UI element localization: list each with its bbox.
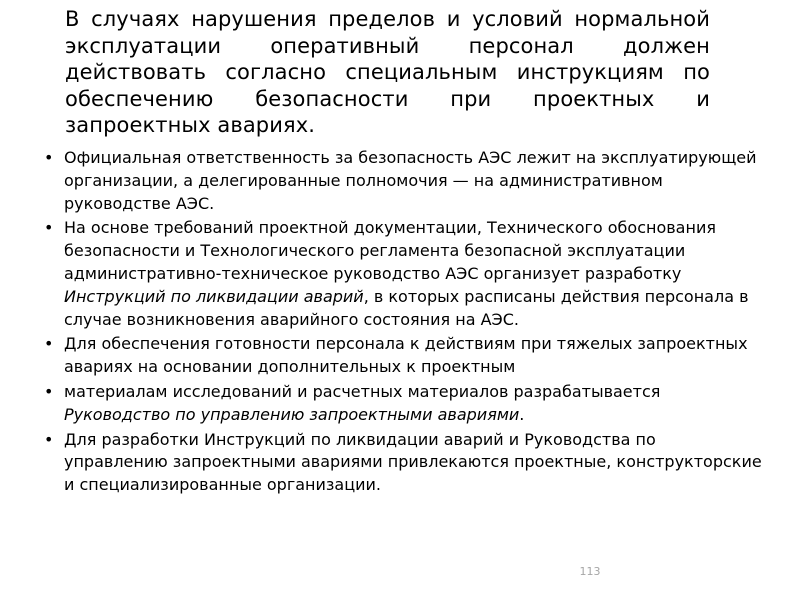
list-item xyxy=(44,147,764,215)
list-item xyxy=(44,217,764,331)
bullet-text: материалам исследований и расчетных материалов разрабатывается xyxy=(64,381,661,401)
list-item xyxy=(44,381,764,427)
bullet-italic-text: Инструкций по ликвидации аварий xyxy=(64,286,364,306)
bullet-icon: • xyxy=(44,334,54,354)
list-item xyxy=(44,333,764,379)
bullet-icon: • xyxy=(44,381,54,401)
bullet-icon: • xyxy=(44,429,54,449)
page-number: 113 xyxy=(579,565,601,578)
bullet-text: Для обеспечения готовности персонала к действиям при тяжелых запроектных авариях на основании дополнительных к проектным xyxy=(64,334,748,377)
bullet-icon: • xyxy=(44,148,54,167)
bullet-text: . xyxy=(519,404,525,424)
intro-paragraph: В случаях нарушения пределов и условий нормальной эксплуатации оперативный персонал должен действовать согласно специальным инструкциям по обеспечению безопасности при проектных и запроектных авариях. xyxy=(65,7,710,137)
bullet-icon: • xyxy=(44,218,54,238)
bullet-text: , в которых расписаны действия персонала в случае возникновения аварийного состояния на АЭС. xyxy=(64,286,749,329)
bullet-list xyxy=(44,147,764,499)
list-item xyxy=(44,429,764,497)
bullet-text: Официальная ответственность за безопасность АЭС лежит на эксплуатирующей организации, а делегированные полномочия — на административном руководстве АЭС. xyxy=(64,148,757,213)
bullet-text: На основе требований проектной документации, Технического обоснования безопасности и Технологического регламента безопасной эксплуатации административно-техническое руководство АЭС организует разработку xyxy=(64,218,716,283)
bullet-text: Для разработки Инструкций по ликвидации аварий и Руководства по управлению запроектными авариями привлекаются проектные, конструкторские и специализированные организации. xyxy=(64,429,762,495)
bullet-italic-text: Руководство по управлению запроектными авариями xyxy=(64,404,520,424)
